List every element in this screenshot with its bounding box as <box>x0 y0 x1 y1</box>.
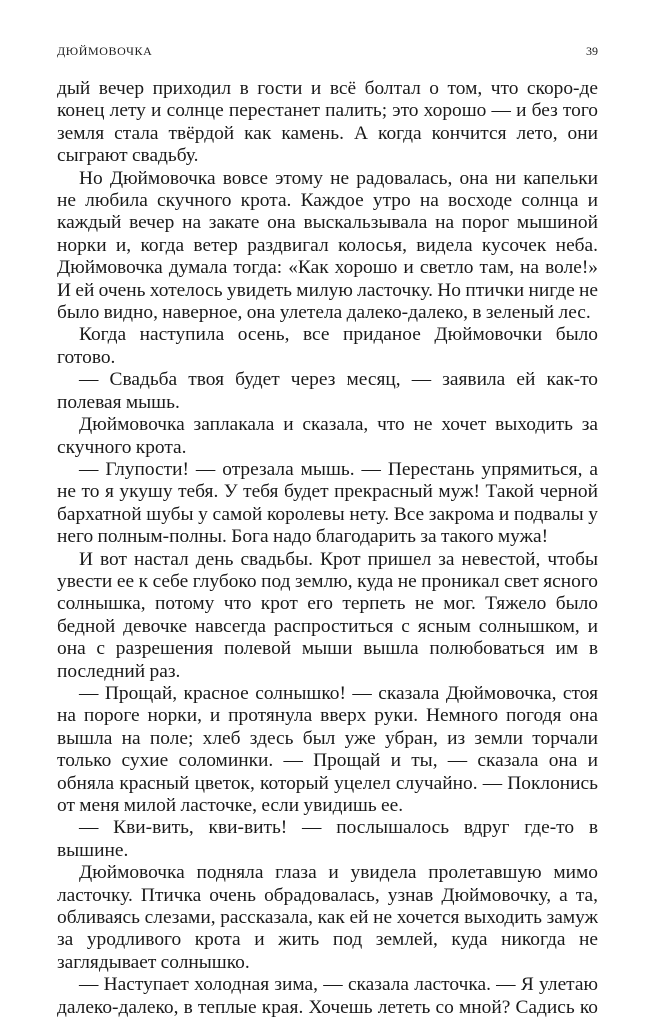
paragraph-3: Когда наступила осень, все приданое Дюймовочки было готово. <box>57 324 598 368</box>
paragraph-2: Но Дюймовочка вовсе этому не радовалась, она ни капельки не любила скучного крота. Каждое утро на восходе солнца и каждый вечер на закате она выскальзывала на порог мышиной норки и, когда ветер раздвигал колосья, видела кусочек неба. Дюймовочка думала тогда: «Как хорошо и светло там, на воле!» И ей очень хотелось увидеть милую ласточку. Но птички нигде не было видно, наверное, она улетела далеко-далеко, в зеленый лес. <box>57 167 599 324</box>
paragraph-9: — Кви-вить, кви-вить! — послышалось вдруг где-то в вышине. <box>57 817 598 861</box>
paragraph-1: дый вечер приходил в гости и всё болтал о том, что скоро-де конец лету и солнце перестанет палить; это хорошо — и без того земля стала твёрдой как камень. А когда кончится лето, они сыграют свадьбу. <box>57 78 598 167</box>
paragraph-11: — Наступает холодная зима, — сказала ласточка. — Я улетаю далеко-далеко, в теплые края. Хочешь лететь со мной? Садись ко <box>57 974 598 1018</box>
book-page <box>57 0 599 1018</box>
paragraph-10: Дюймовочка подняла глаза и увидела пролетавшую мимо ласточку. Птичка очень обрадовалась, узнав Дюймовочку, а та, обливаясь слезами, рассказала, как ей не хочется выходить замуж за уродливого крота и жить под землей, куда никогда не заглядывает солнышко. <box>57 862 598 973</box>
running-header <box>57 44 598 62</box>
paragraph-6: — Глупости! — отрезала мышь. — Перестань упрямиться, а не то я укушу тебя. У тебя будет прекрасный муж! Такой черной бархатной шубы у самой королевы нету. Все закрома и подвалы у него полным-полны. Бога надо благодарить за такого мужа! <box>57 458 598 548</box>
paragraph-8: — Прощай, красное солнышко! — сказала Дюймовочка, стоя на пороге норки, и протянула вверх руки. Немного погодя она вышла на поле; хлеб здесь был уже убран, из земли торчали только сухие соломинки. — Прощай и ты, — сказала она и обняла красный цветок, который уцелел случайно. — Поклонись от меня милой ласточке, если увидишь ее. <box>57 682 598 816</box>
page-number: 39 <box>586 44 598 58</box>
paragraph-5: Дюймовочка заплакала и сказала, что не хочет выходить за скучного крота. <box>57 414 598 458</box>
body-text <box>57 78 598 1019</box>
paragraph-4: — Свадьба твоя будет через месяц, — заявила ей как-то полевая мышь. <box>57 369 598 413</box>
paragraph-7: И вот настал день свадьбы. Крот пришел за невестой, чтобы увести ее к себе глубоко под землю, куда не проникал свет ясного солнышка, потому что крот его терпеть не мог. Тяжело было бедной девочке навсегда распроститься с ясным солнышком, и она с разрешения полевой мыши вышла полюбоваться им в последний раз. <box>57 548 598 682</box>
running-title: ДЮЙМОВОЧКА <box>57 44 153 58</box>
